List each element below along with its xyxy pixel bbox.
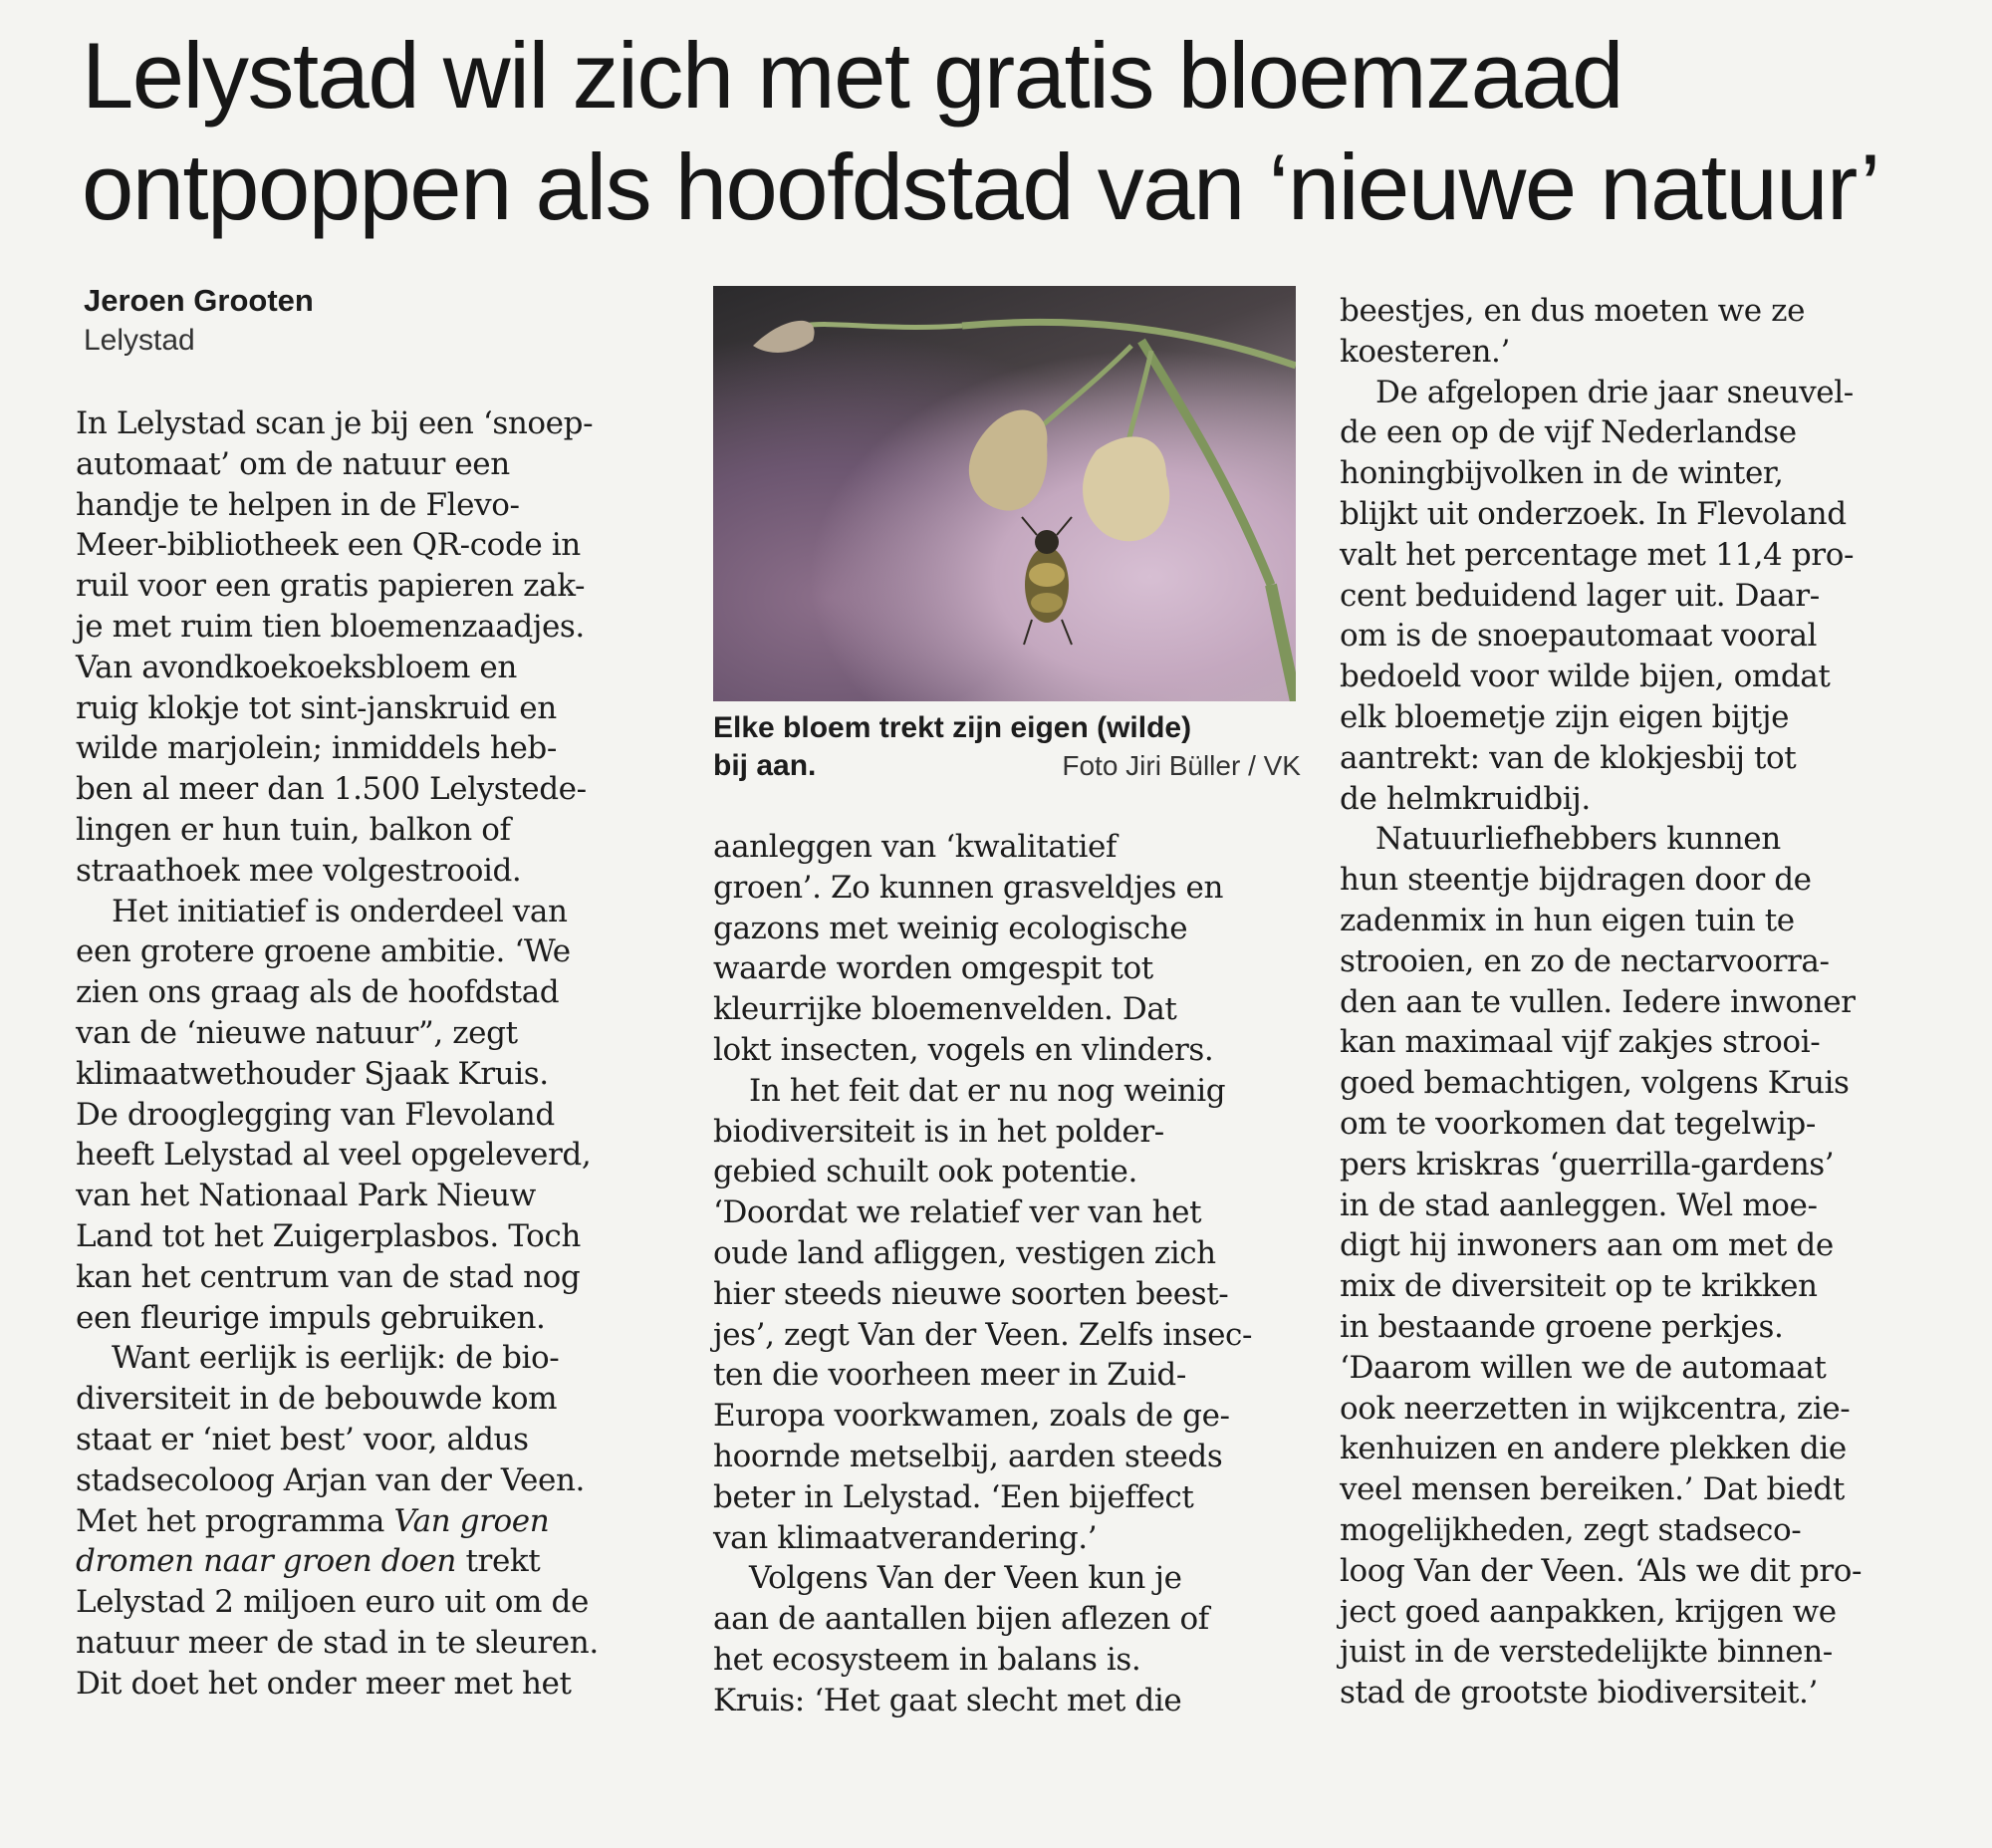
text-line: lokt insecten, vogels en vlinders. (713, 1031, 1214, 1068)
text-line: natuur meer de stad in te sleuren. (76, 1624, 599, 1661)
text-line: Van avondkoekoeksbloem en (76, 649, 517, 685)
text-line: Meer-bibliotheek een QR-code in (76, 527, 581, 564)
article-column-1 (76, 403, 673, 1705)
text-line: kan het centrum van de stad nog (76, 1258, 581, 1295)
text-line: de helmkruidbij. (1340, 780, 1591, 817)
text-line: automaat’ om de natuur een (76, 445, 510, 482)
text-line: strooien, en zo de nectarvoorra- (1340, 942, 1830, 979)
text-line: ‘Doordat we relatief ver van het (713, 1194, 1202, 1231)
text-line: blijkt uit onderzoek. In Flevoland (1340, 495, 1847, 532)
text-line: ruil voor een gratis papieren zak- (76, 568, 586, 605)
text-fragment: trekt (465, 1543, 541, 1580)
text-fragment: Met het programma (76, 1502, 384, 1539)
text-line: staat er ‘niet best’ voor, aldus (76, 1421, 529, 1457)
photo-caption (713, 709, 1301, 785)
text-line: jes’, zegt Van der Veen. Zelfs insec- (713, 1316, 1253, 1353)
text-line: bedoeld voor wilde bijen, omdat (1340, 659, 1831, 695)
text-line: van het Nationaal Park Nieuw (76, 1178, 536, 1214)
text-line: zadenmix in hun eigen tuin te (1340, 902, 1795, 938)
text-line: groen’. Zo kunnen grasveldjes en (713, 869, 1224, 906)
dateline-place: Lelystad (84, 324, 195, 357)
byline (84, 281, 314, 361)
text-line: klimaatwethouder Sjaak Kruis. (76, 1055, 549, 1092)
article-photo (713, 286, 1296, 701)
text-line: een fleurige impuls gebruiken. (76, 1299, 546, 1336)
text-line: pers kriskras ‘guerrilla-gardens’ (1340, 1146, 1835, 1183)
text-line: ook neerzetten in wijkcentra, zie- (1340, 1390, 1851, 1427)
text-line: je met ruim tien bloemenzaadjes. (76, 608, 585, 645)
text-line: kan maximaal vijf zakjes strooi- (1340, 1024, 1821, 1061)
text-line: Natuurliefhebbers kunnen (1375, 821, 1781, 858)
text-line: Land tot het Zuigerplasbos. Toch (76, 1217, 581, 1254)
article-column-3 (1340, 291, 1937, 1714)
text-line: beestjes, en dus moeten we ze (1340, 293, 1806, 329)
text-line: cent beduidend lager uit. Daar- (1340, 577, 1820, 614)
text-line-with-italic (76, 1501, 673, 1542)
text-line: Dit doet het onder meer met het (76, 1665, 572, 1702)
article-column-2 (713, 827, 1311, 1721)
programme-title-italic: dromen naar groen doen (76, 1543, 456, 1580)
text-line: ject goed aanpakken, krijgen we (1340, 1593, 1837, 1630)
text-line-with-italic (76, 1541, 673, 1582)
text-line: zien ons graag als de hoofdstad (76, 974, 560, 1011)
text-line: Volgens Van der Veen kun je (749, 1560, 1182, 1597)
text-line: mix de diversiteit op te krikken (1340, 1268, 1818, 1305)
text-line: digt hij inwoners aan om met de (1340, 1227, 1834, 1264)
text-line: stadsecoloog Arjan van der Veen. (76, 1461, 585, 1498)
text-line: in de stad aanleggen. Wel moe- (1340, 1187, 1818, 1223)
text-line: aanleggen van ‘kwalitatief (713, 829, 1118, 865)
text-line: hier steeds nieuwe soorten beest- (713, 1275, 1229, 1312)
text-line: heeft Lelystad al veel opgeleverd, (76, 1137, 592, 1174)
text-line: Want eerlijk is eerlijk: de bio- (112, 1340, 560, 1377)
text-line: gazons met weinig ecologische (713, 910, 1188, 946)
text-line: biodiversiteit is in het polder- (713, 1113, 1164, 1150)
text-line: stad de grootste biodiversiteit.’ (1340, 1675, 1818, 1712)
text-line: van klimaatverandering.’ (713, 1519, 1098, 1556)
text-line: Lelystad 2 miljoen euro uit om de (76, 1584, 589, 1621)
text-line: om is de snoepautomaat vooral (1340, 618, 1818, 655)
text-line: den aan te vullen. Iedere inwoner (1340, 983, 1856, 1020)
text-line: De afgelopen drie jaar sneuvel- (1375, 374, 1854, 410)
text-line: lingen er hun tuin, balkon of (76, 811, 511, 848)
text-line: ben al meer dan 1.500 Lelystede- (76, 771, 587, 808)
text-line: hoornde metselbij, aarden steeds (713, 1438, 1223, 1474)
text-line: veel mensen bereiken.’ Dat biedt (1340, 1471, 1845, 1508)
text-line: ‘Daarom willen we de automaat (1340, 1349, 1827, 1386)
text-line: De drooglegging van Flevoland (76, 1096, 555, 1133)
headline-line-2: ontpoppen als hoofdstad van ‘nieuwe natuur’ (82, 134, 1879, 239)
text-line: goed bemachtigen, volgens Kruis (1340, 1065, 1850, 1102)
programme-title-italic: Van groen (393, 1502, 550, 1539)
caption-line-1: Elke bloem trekt zijn eigen (wilde) (713, 711, 1192, 744)
text-line: ruig klokje tot sint-janskruid en (76, 689, 557, 726)
text-line: valt het percentage met 11,4 pro- (1340, 536, 1855, 573)
text-line: juist in de verstedelijkte binnen- (1340, 1634, 1833, 1671)
text-line: beter in Lelystad. ‘Een bijeffect (713, 1478, 1194, 1515)
text-line: van de ‘nieuwe natuur”, zegt (76, 1014, 518, 1051)
text-line: diversiteit in de bebouwde kom (76, 1381, 558, 1418)
text-line: kenhuizen en andere plekken die (1340, 1431, 1847, 1467)
text-line: aan de aantallen bijen aflezen of (713, 1601, 1209, 1638)
text-line: oude land afliggen, vestigen zich (713, 1234, 1216, 1271)
flower-bee-illustration (713, 286, 1296, 701)
text-line: ten die voorheen meer in Zuid- (713, 1357, 1186, 1394)
text-line: de een op de vijf Nederlandse (1340, 414, 1797, 451)
text-line: In het feit dat er nu nog weinig (749, 1072, 1226, 1109)
text-line: een grotere groene ambitie. ‘We (76, 933, 571, 970)
caption-line-2: bij aan. (713, 749, 817, 782)
text-line: loog Van der Veen. ‘Als we dit pro- (1340, 1552, 1863, 1589)
text-line: het ecosysteem in balans is. (713, 1641, 1141, 1678)
text-line: om te voorkomen dat tegelwip- (1340, 1105, 1816, 1142)
text-line: koesteren.’ (1340, 333, 1510, 370)
text-line: kleurrijke bloemenvelden. Dat (713, 991, 1177, 1028)
author-name: Jeroen Grooten (84, 283, 314, 318)
text-line: Europa voorkwamen, zoals de ge- (713, 1398, 1230, 1435)
headline (82, 20, 1954, 243)
text-line: Het initiatief is onderdeel van (112, 893, 568, 929)
text-line: elk bloemetje zijn eigen bijtje (1340, 698, 1790, 735)
text-line: waarde worden omgespit tot (713, 950, 1153, 987)
text-line: handje te helpen in de Flevo- (76, 486, 520, 523)
text-line: aantrekt: van de klokjesbij tot (1340, 739, 1797, 776)
text-line: in bestaande groene perkjes. (1340, 1308, 1784, 1345)
text-line: straathoek mee volgestrooid. (76, 852, 522, 889)
text-line: gebied schuilt ook potentie. (713, 1154, 1137, 1190)
text-line: wilde marjolein; inmiddels heb- (76, 730, 557, 767)
text-line: In Lelystad scan je bij een ‘snoep- (76, 405, 594, 441)
text-line: mogelijkheden, zegt stadseco- (1340, 1511, 1802, 1548)
text-line: honingbijvolken in de winter, (1340, 455, 1784, 492)
text-line: hun steentje bijdragen door de (1340, 862, 1812, 899)
text-line: Kruis: ‘Het gaat slecht met die (713, 1682, 1182, 1718)
headline-line-1: Lelystad wil zich met gratis bloemzaad (82, 23, 1622, 128)
photo-credit: Foto Jiri Büller / VK (1062, 750, 1301, 781)
